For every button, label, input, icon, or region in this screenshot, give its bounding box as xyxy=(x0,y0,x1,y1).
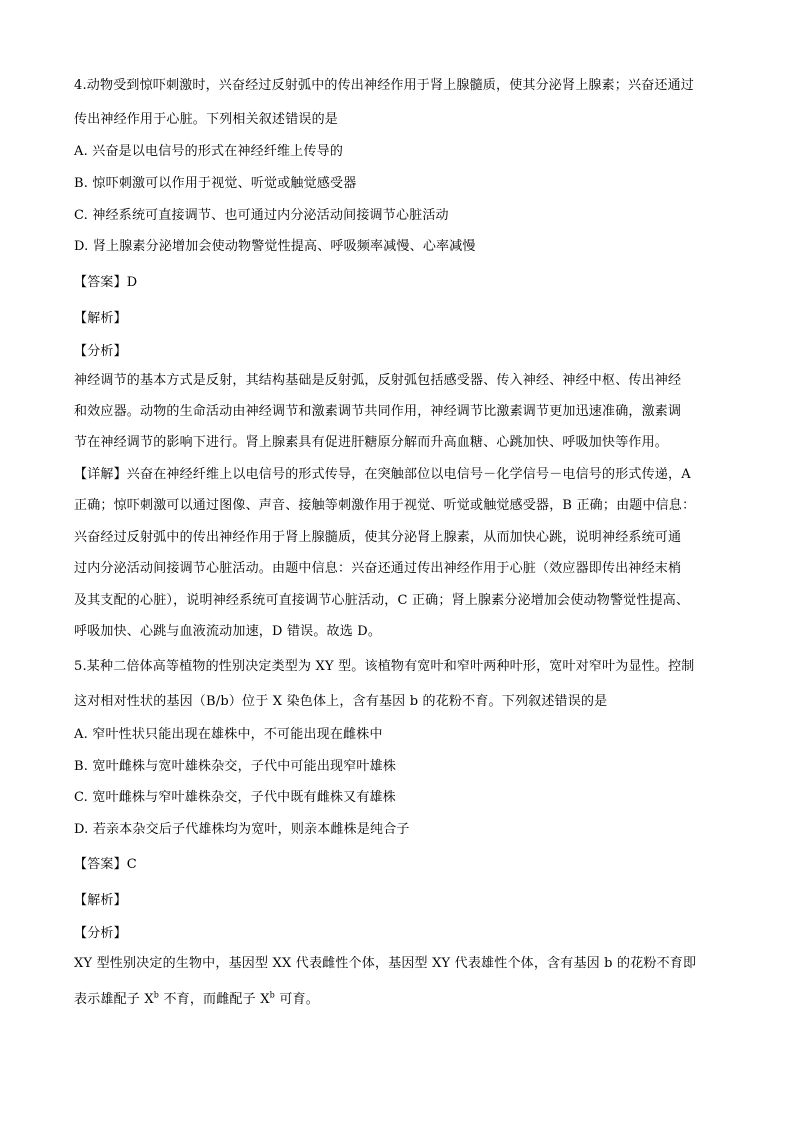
q4-answer: 【答案】D xyxy=(74,275,138,290)
q5-fenxi-line2-part-b: 不育，而雌配子 X xyxy=(159,992,270,1007)
q4-option-a: A. 兴奋是以电信号的形式在神经纤维上传导的 xyxy=(74,144,344,159)
q5-option-c: C. 宽叶雌株与窄叶雄株杂交，子代中既有雌株又有雄株 xyxy=(74,790,396,805)
q5-fenxi-line2 xyxy=(74,988,319,1007)
q4-detail-line5: 及其支配的心脏），说明神经系统可直接调节心脏活动，C 正确；肾上腺素分泌增加会使动物警觉性提高、 xyxy=(74,593,690,608)
q5-option-b: B. 宽叶雌株与宽叶雄株杂交，子代中可能出现窄叶雄株 xyxy=(74,759,397,774)
q5-fenxi-line2-sup-1: b xyxy=(153,990,160,1000)
q4-fenxi-line1: 神经调节的基本方式是反射，其结构基础是反射弧，反射弧包括感受器、传入神经、神经中枢、传出神经 xyxy=(74,373,682,388)
q4-detail-line3: 兴奋经过反射弧中的传出神经作用于肾上腺髓质，使其分泌肾上腺素，从而加快心跳，说明神经系统可通 xyxy=(74,530,682,545)
q4-fenxi-line3: 节在神经调节的影响下进行。肾上腺素具有促进肝糖原分解而升高血糖、心跳加快、呼吸加快等作用。 xyxy=(74,435,669,450)
q4-option-b: B. 惊吓刺激可以作用于视觉、听觉或触觉感受器 xyxy=(74,176,357,191)
q5-option-a: A. 窄叶性状只能出现在雄株中，不可能出现在雌株中 xyxy=(74,727,383,742)
q4-analysis-header: 【解析】 xyxy=(74,311,127,326)
q5-fenxi-line2-sup-2: b xyxy=(269,990,275,1000)
q5-fenxi-line2-part-c: 可育。 xyxy=(274,992,319,1007)
q4-detail-line2: 正确；惊吓刺激可以通过图像、声音、接触等刺激作用于视觉、听觉或触觉感受器，B 正确；由题中信息： xyxy=(74,498,696,513)
q5-fenxi-line2-part-a: 表示雄配子 X xyxy=(74,992,154,1007)
q4-fenxi-header: 【分析】 xyxy=(74,344,127,359)
q5-stem-line1: 5.某种二倍体高等植物的性别决定类型为 XY 型。该植物有宽叶和窄叶两种叶形，宽叶对窄叶为显性。控制 xyxy=(74,659,695,674)
q5-option-d: D. 若亲本杂交后子代雄株均为宽叶，则亲本雌株是纯合子 xyxy=(74,822,410,837)
q5-fenxi-header: 【分析】 xyxy=(74,926,127,941)
q4-fenxi-line2: 和效应器。动物的生命活动由神经调节和激素调节共同作用，神经调节比激素调节更加迅速准确，激素调 xyxy=(74,404,682,419)
q4-detail-line6: 呼吸加快、心跳与血液流动加速，D 错误。故选 D。 xyxy=(74,624,382,639)
q4-detail-line1: 【详解】兴奋在神经纤维上以电信号的形式传导，在突触部位以电信号－化学信号－电信号的形式传递，A xyxy=(74,467,691,482)
q5-stem-line2: 这对相对性状的基因（B/b）位于 X 染色体上，含有基因 b 的花粉不育。下列叙述错误的是 xyxy=(74,694,608,709)
q4-option-d: D. 肾上腺素分泌增加会使动物警觉性提高、呼吸频率减慢、心率减慢 xyxy=(74,239,476,254)
q4-detail-line4: 过内分泌活动间接调节心脏活动。由题中信息：兴奋还通过传出神经作用于心脏（效应器即传出神经末梢 xyxy=(74,561,682,576)
q4-stem-line2: 传出神经作用于心脏。下列相关叙述错误的是 xyxy=(74,112,339,127)
q5-analysis-header: 【解析】 xyxy=(74,893,127,908)
q4-option-c: C. 神经系统可直接调节、也可通过内分泌活动间接调节心脏活动 xyxy=(74,208,449,223)
q4-stem-line1: 4.动物受到惊吓刺激时，兴奋经过反射弧中的传出神经作用于肾上腺髓质，使其分泌肾上腺素；兴奋还通过 xyxy=(74,78,695,93)
q5-answer: 【答案】C xyxy=(74,857,137,872)
q5-fenxi-line1: XY 型性别决定的生物中，基因型 XX 代表雌性个体，基因型 XY 代表雄性个体，含有基因 b 的花粉不育即 xyxy=(74,956,697,971)
